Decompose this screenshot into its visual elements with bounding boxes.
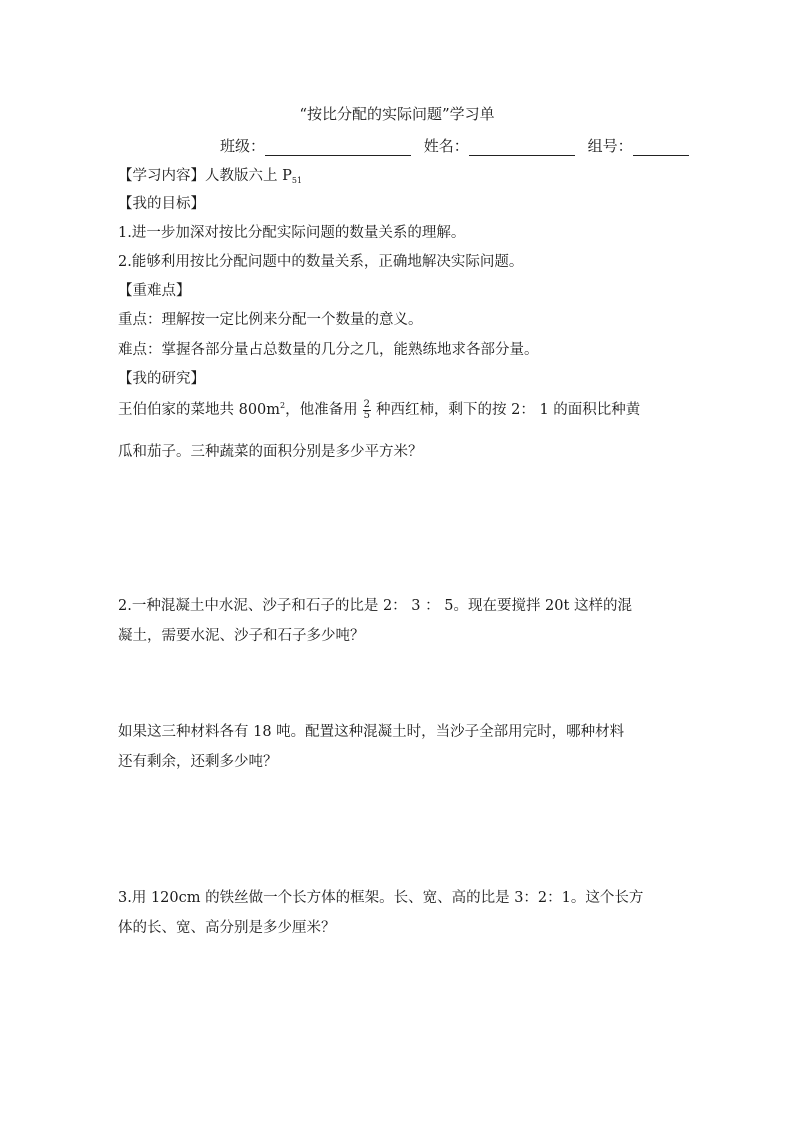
name-label: 姓名： [423, 137, 469, 155]
goal-1: 1.进一步加深对按比分配实际问题的数量关系的理解。 [118, 225, 466, 241]
question-3-line-1: 3.用 120cm 的铁丝做一个长方体的框架。长、宽、高的比是 3：2：1。这个长方 [118, 890, 644, 906]
hard-point: 难点：掌握各部分量占总数量的几分之几，能熟练地求各部分量。 [118, 342, 539, 358]
goal-heading: 【我的目标】 [118, 196, 205, 212]
group-label: 组号： [587, 137, 633, 155]
question-3-line-2: 体的长、宽、高分别是多少厘米？ [118, 920, 336, 936]
page-subscript: 51 [291, 176, 303, 185]
content-heading: 【学习内容】人教版六上 $P_{51}$ [118, 168, 303, 185]
fraction-denominator: 5 [363, 409, 371, 421]
question-1-line-2: 瓜和茄子。三种蔬菜的面积分别是多少平方米？ [118, 444, 423, 460]
name-blank [469, 139, 575, 156]
student-info-row [220, 135, 697, 156]
fraction-numerator: 2 [363, 398, 371, 410]
square-superscript: 2 [280, 401, 286, 410]
research-heading: 【我的研究】 [118, 371, 205, 387]
class-label: 班级： [220, 137, 266, 155]
question-2b-line-2: 还有剩余，还剩多少吨？ [118, 754, 278, 770]
goal-2: 2.能够利用按比分配问题中的数量关系，正确地解决实际问题。 [118, 254, 524, 270]
question-2b-line-1: 如果这三种材料各有 18 吨。配置这种混凝土时，当沙子全部用完时，哪种材料 [118, 724, 625, 740]
key-point: 重点：理解按一定比例来分配一个数量的意义。 [118, 312, 423, 328]
fraction-two-fifths [363, 400, 371, 421]
key-heading: 【重难点】 [118, 283, 191, 299]
class-blank [265, 139, 411, 156]
page-title: “按比分配的实际问题”学习单 [299, 105, 495, 123]
group-blank [633, 139, 689, 156]
question-2-line-2: 凝土，需要水泥、沙子和石子多少吨？ [118, 628, 365, 644]
question-1-line-1: 王伯伯家的菜地共 $800m^2$，他准备用 $\frac{2}{5}$ 种西红柿，剩下的按 2： 1 的面积比种黄 [118, 398, 641, 421]
question-2-line-1: 2.一种混凝土中水泥、沙子和石子的比是 2： 3 ： 5。现在要搅拌 20t 这样的混 [118, 598, 632, 614]
